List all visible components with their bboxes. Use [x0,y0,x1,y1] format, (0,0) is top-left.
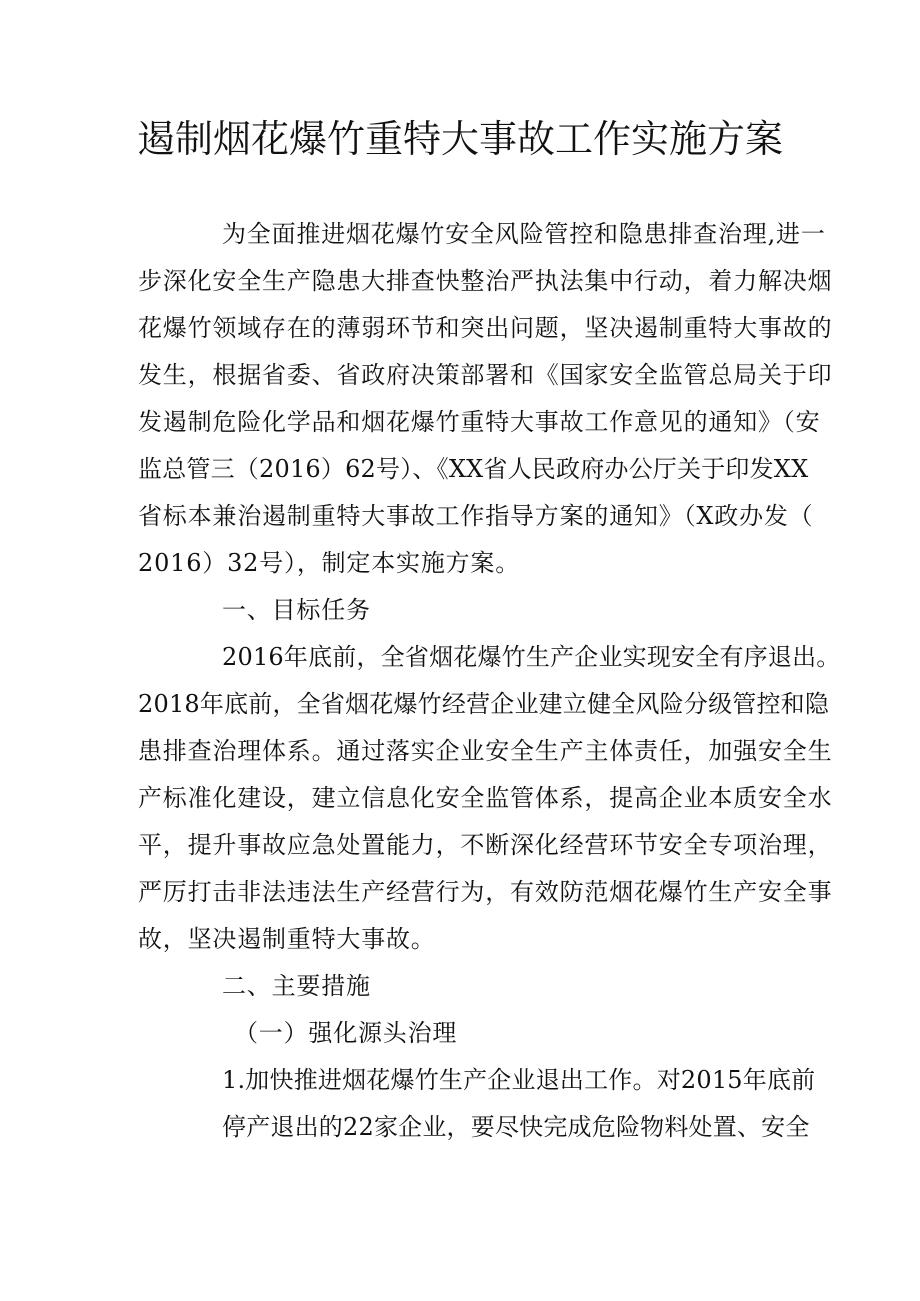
paragraph-line: 平，提升事故应急处置能力，不断深化经营环节安全专项治理， [138,831,833,859]
paragraph-line: 2016）32号），制定本实施方案。 [138,549,521,577]
paragraph-line: 为全面推进烟花爆竹安全风险管控和隐患排查治理,进一 [222,220,826,248]
section-heading: 一、目标任务 [222,596,371,624]
section-heading: 二、主要措施 [222,972,371,1000]
document-title: 遏制烟花爆竹重特大事故工作实施方案 [136,117,783,161]
paragraph-line: 省标本兼治遏制重特大事故工作指导方案的通知》（X政办发（ [138,502,814,530]
paragraph-line: 2018年底前，全省烟花爆竹经营企业建立健全风险分级管控和隐 [138,690,830,718]
paragraph-line: 监总管三（2016）62号）、《XX省人民政府办公厅关于印发XX [138,455,809,483]
paragraph-line: 发遏制危险化学品和烟花爆竹重特大事故工作意见的通知》（安 [138,408,821,436]
subsection-heading: （一）强化源头治理 [234,1019,458,1047]
paragraph-line: 2016年底前，全省烟花爆竹生产企业实现安全有序退出。 [222,643,841,671]
paragraph-line: 1.加快推进烟花爆竹生产企业退出工作。对2015年底前 [222,1066,816,1094]
paragraph-line: 产标准化建设，建立信息化安全监管体系，提高企业本质安全水 [138,784,833,812]
document-body [138,211,841,1151]
paragraph-line: 严厉打击非法违法生产经营行为，有效防范烟花爆竹生产安全事 [138,878,833,906]
paragraph-line: 患排查治理体系。通过落实企业安全生产主体责任，加强安全生 [138,737,833,765]
paragraph-line: 花爆竹领域存在的薄弱环节和突出问题，坚决遏制重特大事故的 [138,314,833,342]
paragraph-line: 发生，根据省委、省政府决策部署和《国家安全监管总局关于印 [138,361,833,389]
paragraph-line: 故，坚决遏制重特大事故。 [138,925,436,953]
paragraph-line: 停产退出的22家企业，要尽快完成危险物料处置、安全 [222,1113,810,1141]
paragraph-line: 步深化安全生产隐患大排查快整治严执法集中行动，着力解决烟 [138,267,833,295]
